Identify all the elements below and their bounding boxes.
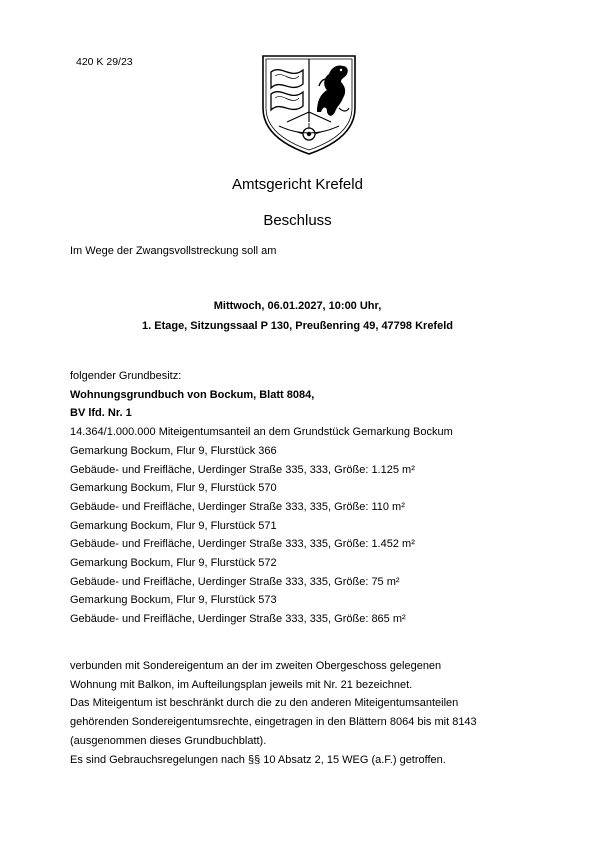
property-line: Gebäude- und Freifläche, Uerdinger Straße 335, 333, Größe: 1.125 m² xyxy=(70,463,415,476)
register-line: Wohnungsgrundbuch von Bockum, Blatt 8084, xyxy=(70,388,315,401)
property-line: Gebäude- und Freifläche, Uerdinger Straße 333, 335, Größe: 75 m² xyxy=(70,575,400,588)
case-number: 420 K 29/23 xyxy=(76,56,133,68)
property-block xyxy=(70,367,453,629)
bv-line: BV lfd. Nr. 1 xyxy=(70,407,132,420)
court-name: Amtsgericht Krefeld xyxy=(232,176,363,193)
intro-text: Im Wege der Zwangsvollstreckung soll am xyxy=(70,245,277,257)
description-line: Das Miteigentum ist beschränkt durch die zu den anderen Miteigentumsanteilen xyxy=(70,697,459,710)
property-line: Gemarkung Bockum, Flur 9, Flurstück 366 xyxy=(70,444,277,457)
description-line: Es sind Gebrauchsregelungen nach §§ 10 Absatz 2, 15 WEG (a.F.) getroffen. xyxy=(70,753,446,766)
property-intro: folgender Grundbesitz: xyxy=(70,370,182,382)
description-line: Wohnung mit Balkon, im Aufteilungsplan jeweils mit Nr. 21 bezeichnet. xyxy=(70,678,413,691)
property-line: Gemarkung Bockum, Flur 9, Flurstück 571 xyxy=(70,519,277,532)
description-block xyxy=(70,657,477,769)
property-line: Gemarkung Bockum, Flur 9, Flurstück 570 xyxy=(70,482,277,495)
appointment-block xyxy=(0,296,595,336)
property-line: Gebäude- und Freifläche, Uerdinger Straße 333, 335, Größe: 110 m² xyxy=(70,500,405,513)
property-line: Gemarkung Bockum, Flur 9, Flurstück 573 xyxy=(70,594,277,607)
description-line: verbunden mit Sondereigentum an der im zweiten Obergeschoss gelegenen xyxy=(70,660,442,672)
description-line: (ausgenommen dieses Grundbuchblatt). xyxy=(70,734,267,747)
property-line: Gemarkung Bockum, Flur 9, Flurstück 572 xyxy=(70,557,277,570)
property-line: Gebäude- und Freifläche, Uerdinger Straße 333, 335, Größe: 865 m² xyxy=(70,613,406,626)
document-title: Beschluss xyxy=(263,212,332,229)
property-line: Gebäude- und Freifläche, Uerdinger Straße 333, 335, Größe: 1.452 m² xyxy=(70,538,415,551)
property-line: 14.364/1.000.000 Miteigentumsanteil an dem Grundstück Gemarkung Bockum xyxy=(70,426,453,439)
appointment-date: Mittwoch, 06.01.2027, 10:00 Uhr, xyxy=(213,300,382,312)
description-line: gehörenden Sondereigentumsrechte, eingetragen in den Blättern 8064 bis mit 8143 xyxy=(70,716,477,729)
coat-of-arms-icon xyxy=(257,50,361,158)
appointment-location: 1. Etage, Sitzungssaal P 130, Preußenring 49, 47798 Krefeld xyxy=(142,320,453,332)
